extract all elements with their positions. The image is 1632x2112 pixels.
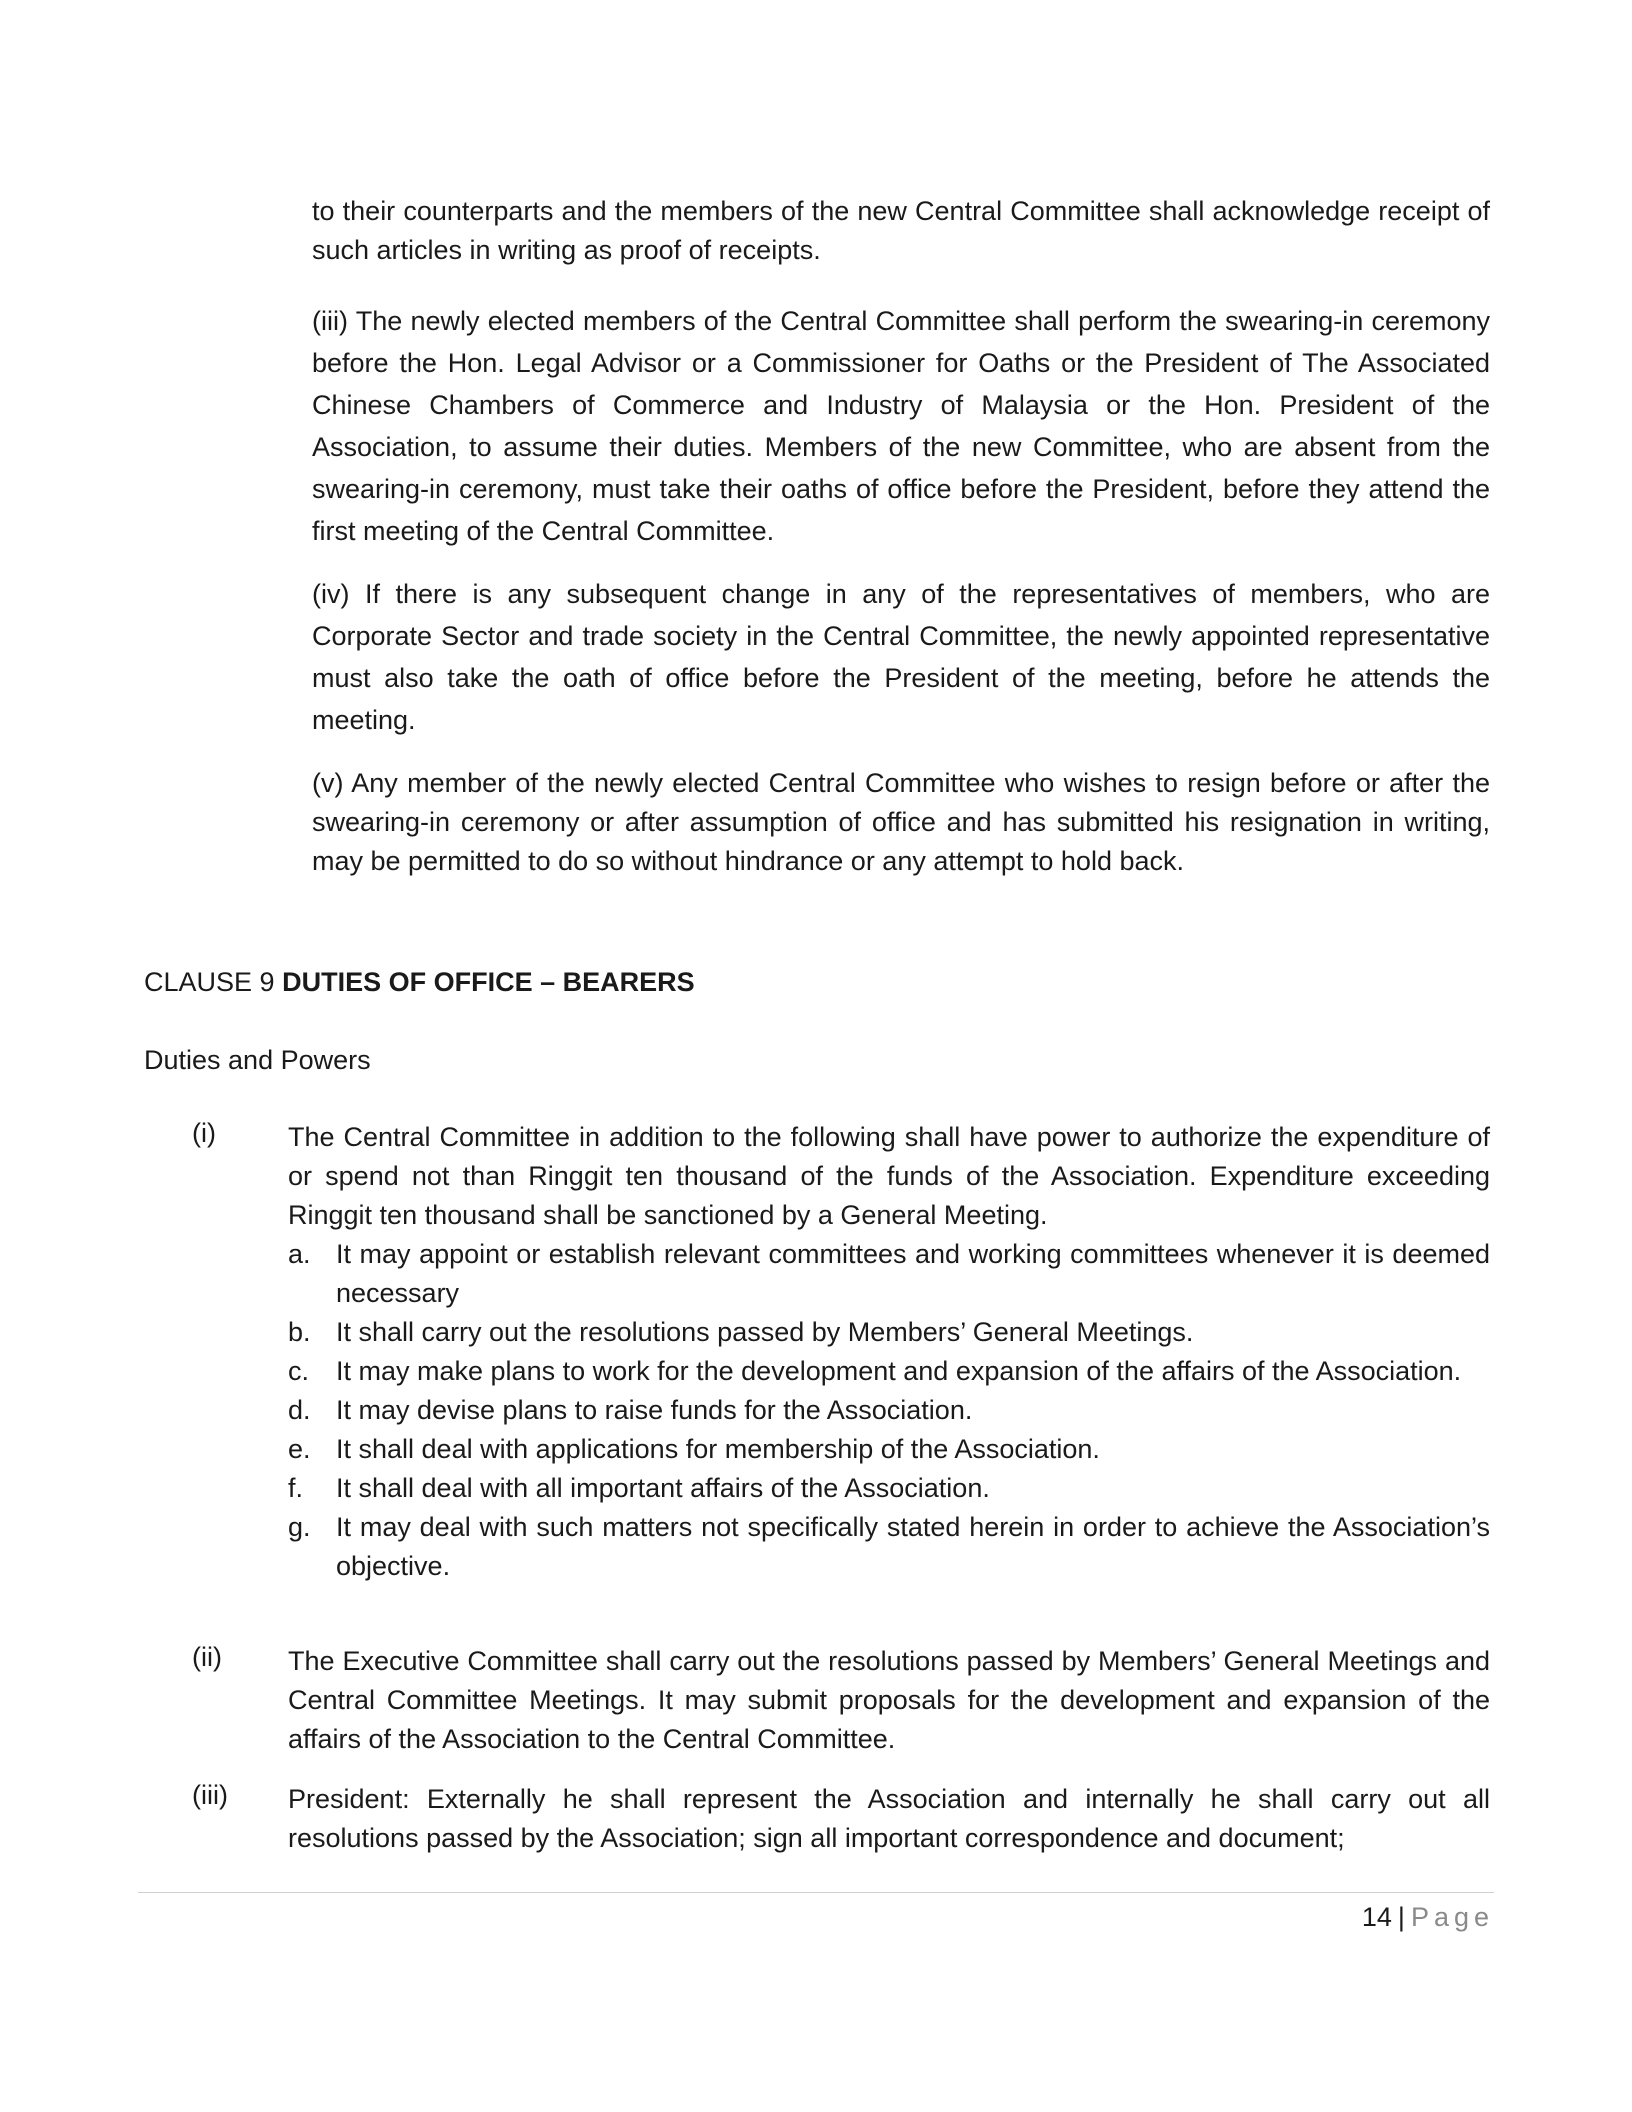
sub-list <box>288 1235 1490 1586</box>
duty-item-ii <box>144 1642 1490 1759</box>
list-item <box>288 1508 1490 1586</box>
item-number: (ii) <box>192 1642 222 1672</box>
clause-number: CLAUSE 9 <box>144 967 275 997</box>
paragraph-v-resignation: (v) Any member of the newly elected Central Committee who wishes to resign before or after the swearing-in ceremony or after assumption of office and has submitted his resignation in writing, may be permitted to do so without hindrance or any attempt to hold back. <box>312 768 1490 876</box>
clause-heading <box>144 963 695 1001</box>
list-marker: b. <box>288 1317 311 1347</box>
item-text: President: Externally he shall represent the Association and internally he shall carry out all resolutions passed by the Association; sign all important correspondence and document; <box>288 1784 1490 1853</box>
list-item-text: It may devise plans to raise funds for the Association. <box>336 1395 973 1425</box>
item-number: (iii) <box>192 1780 228 1810</box>
page-number-value: 14 <box>1361 1902 1392 1932</box>
clause-title: DUTIES OF OFFICE – BEARERS <box>282 967 695 997</box>
list-item <box>288 1391 1490 1430</box>
list-marker: e. <box>288 1434 311 1464</box>
list-item-text: It may make plans to work for the development and expansion of the affairs of the Association. <box>336 1356 1462 1386</box>
item-text: The Central Committee in addition to the following shall have power to authorize the expenditure of or spend not than Ringgit ten thousand of the funds of the Association. Expenditure exceeding Ringgit ten thousand shall be sanctioned by a General Meeting. <box>288 1122 1490 1230</box>
section-subheading: Duties and Powers <box>144 1045 371 1075</box>
item-number: (i) <box>192 1118 216 1148</box>
list-item <box>288 1469 1490 1508</box>
list-item <box>288 1313 1490 1352</box>
list-item-text: It may appoint or establish relevant committees and working committees whenever it is deemed necessary <box>336 1239 1490 1308</box>
paragraph-iii-swearing-in: (iii) The newly elected members of the Central Committee shall perform the swearing-in ceremony before the Hon. Legal Advisor or a Commissioner for Oaths or the President of The Associated Chinese Chambers of Commerce and Industry of Malaysia or the Hon. President of the Association, to assume their duties. Members of the new Committee, who are absent from the swearing-in ceremony, must take their oaths of office before the President, before they attend the first meeting of the Central Committee. <box>312 306 1490 546</box>
duty-item-iii <box>144 1780 1490 1858</box>
list-marker: a. <box>288 1239 311 1269</box>
footer-divider <box>138 1892 1494 1893</box>
page-number-separator: | <box>1397 1902 1405 1932</box>
list-marker: d. <box>288 1395 311 1425</box>
list-marker: c. <box>288 1356 310 1386</box>
page-label: Page <box>1410 1902 1494 1932</box>
paragraph-iv-representative-change: (iv) If there is any subsequent change in any of the representatives of members, who are Corporate Sector and trade society in the Central Committee, the newly appointed representative must also take the oath of office before the President of the meeting, before he attends the meeting. <box>312 579 1490 735</box>
list-item-text: It shall carry out the resolutions passed by Members’ General Meetings. <box>336 1317 1194 1347</box>
page-number <box>1362 1898 1494 1936</box>
list-item <box>288 1235 1490 1313</box>
list-item-text: It shall deal with applications for membership of the Association. <box>336 1434 1100 1464</box>
list-marker: f. <box>288 1473 304 1503</box>
list-item <box>288 1352 1490 1391</box>
list-item-text: It shall deal with all important affairs of the Association. <box>336 1473 990 1503</box>
list-item-text: It may deal with such matters not specifically stated herein in order to achieve the Association’s objective. <box>336 1512 1490 1581</box>
item-text: The Executive Committee shall carry out the resolutions passed by Members’ General Meetings and Central Committee Meetings. It may submit proposals for the development and expansion of the affairs of the Association to the Central Committee. <box>288 1646 1490 1754</box>
list-marker: g. <box>288 1512 311 1542</box>
list-item <box>288 1430 1490 1469</box>
paragraph-continuation: to their counterparts and the members of the new Central Committee shall acknowledge receipt of such articles in writing as proof of receipts. <box>312 196 1490 265</box>
duty-item-i <box>144 1118 1490 1586</box>
